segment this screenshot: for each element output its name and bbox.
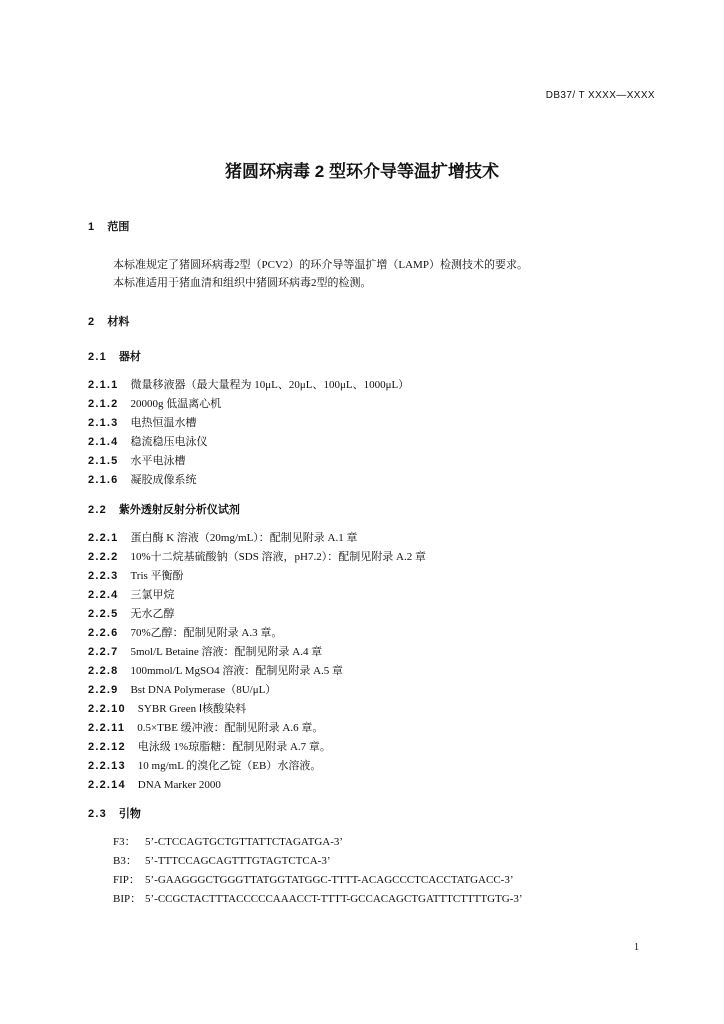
reagent-item [88,738,688,757]
document-body [88,218,688,909]
reagent-item [88,776,688,795]
clause-heading-primers [88,805,688,824]
clause-number: 2.3 [88,808,107,820]
item-number: 2.1.1 [88,379,119,391]
item-number: 2.2.8 [88,665,119,677]
primer-name: BIP： [113,893,142,905]
item-text: 凝胶成像系统 [130,474,197,486]
primer-row [88,852,688,871]
item-text: 电热恒温水槽 [130,417,197,429]
primer-name: FIP： [113,874,140,886]
item-text: Bst DNA Polymerase（8U/μL） [130,684,277,696]
reagent-item [88,605,688,624]
item-text: 5mol/L Betaine 溶液：配制见附录 A.4 章 [130,646,323,658]
item-text: 蛋白酶 K 溶液（20mg/mL）：配制见附录 A.1 章 [130,532,358,544]
item-number: 2.2.12 [88,741,126,753]
clause-number: 2.2 [88,504,107,516]
item-number: 2.2.3 [88,570,119,582]
reagent-item [88,700,688,719]
item-text: 稳流稳压电泳仪 [130,436,208,448]
item-text: 水平电泳槽 [130,455,186,467]
equipment-item [88,433,688,452]
primer-sequence: 5’-TTTCCAGCAGTTTGTAGTCTCA-3’ [145,855,331,867]
item-number: 2.2.6 [88,627,119,639]
primer-row [88,833,688,852]
item-text: 20000g 低温离心机 [130,398,222,410]
item-text: 10 mg/mL 的溴化乙锭（EB）水溶液。 [137,760,322,772]
clause-title: 范围 [107,221,130,233]
clause-heading-equipment [88,348,688,367]
item-number: 2.2.5 [88,608,119,620]
reagent-item [88,567,688,586]
item-number: 2.2.9 [88,684,119,696]
scope-paragraph: 本标准适用于猪血清和组织中猪圆环病毒2型的检测。 [113,277,372,289]
item-text: 0.5×TBE 缓冲液：配制见附录 A.6 章。 [137,722,324,734]
equipment-item [88,471,688,490]
primer-sequence: 5’-CCGCTACTTTACCCCCAAACCT-TTTT-GCCACAGCTGATTTCTTTTGTG-3’ [145,893,523,905]
clause-number: 2 [88,316,96,328]
equipment-item [88,414,688,433]
reagent-item [88,529,688,548]
equipment-item [88,452,688,471]
primer-sequence: 5’-GAAGGGCTGGGTTATGGTATGGC-TTTT-ACAGCCCTCACCTATGACC-3’ [145,874,514,886]
item-text: 微量移液器（最大量程为 10μL、20μL、100μL、1000μL） [130,379,410,391]
clause-number: 2.1 [88,351,107,363]
item-number: 2.2.1 [88,532,119,544]
item-number: 2.1.4 [88,436,119,448]
item-text: 电泳级 1%琼脂糖：配制见附录 A.7 章。 [137,741,331,753]
reagent-item [88,757,688,776]
equipment-item [88,376,688,395]
item-number: 2.1.3 [88,417,119,429]
reagent-item [88,586,688,605]
item-number: 2.2.11 [88,722,126,734]
primer-name: F3： [113,836,136,848]
primer-sequence: 5’-CTCCAGTGCTGTTATTCTAGATGA-3’ [145,836,344,848]
clause-number: 1 [88,221,96,233]
standard-code: DB37/ T XXXX—XXXX [545,90,655,101]
document-title: 猪圆环病毒 2 型环介导等温扩增技术 [225,162,499,181]
reagent-item [88,548,688,567]
page-number: 1 [634,942,639,953]
item-text: 70%乙醇：配制见附录 A.3 章。 [130,627,283,639]
clause-title: 器材 [118,351,141,363]
clause-heading-scope [88,218,688,237]
item-text: SYBR Green Ⅰ核酸染料 [137,703,247,715]
item-text: 三氯甲烷 [130,589,175,601]
clause-title: 引物 [118,808,141,820]
primer-row [88,890,688,909]
scope-paragraph: 本标准规定了猪圆环病毒2型（PCV2）的环介导等温扩增（LAMP）检测技术的要求。 [113,259,528,271]
reagent-item [88,643,688,662]
item-number: 2.2.7 [88,646,119,658]
equipment-item [88,395,688,414]
item-number: 2.2.13 [88,760,126,772]
reagent-item [88,624,688,643]
reagent-item [88,681,688,700]
item-number: 2.1.6 [88,474,119,486]
item-number: 2.2.10 [88,703,126,715]
item-text: 10%十二烷基硫酸钠（SDS 溶液，pH7.2）：配制见附录 A.2 章 [130,551,426,563]
item-number: 2.1.2 [88,398,119,410]
item-number: 2.2.4 [88,589,119,601]
item-text: Tris 平衡酚 [130,570,184,582]
clause-heading-materials [88,313,688,332]
item-number: 2.2.14 [88,779,126,791]
primer-name: B3： [113,855,137,867]
clause-title: 材料 [107,316,130,328]
item-text: 无水乙醇 [130,608,175,620]
reagent-item [88,662,688,681]
primer-row [88,871,688,890]
clause-heading-reagents [88,501,688,520]
item-text: DNA Marker 2000 [137,779,221,791]
clause-title: 紫外透射反射分析仪试剂 [118,504,240,516]
reagent-item [88,719,688,738]
item-number: 2.2.2 [88,551,119,563]
item-text: 100mmol/L MgSO4 溶液：配制见附录 A.5 章 [130,665,344,677]
item-number: 2.1.5 [88,455,119,467]
